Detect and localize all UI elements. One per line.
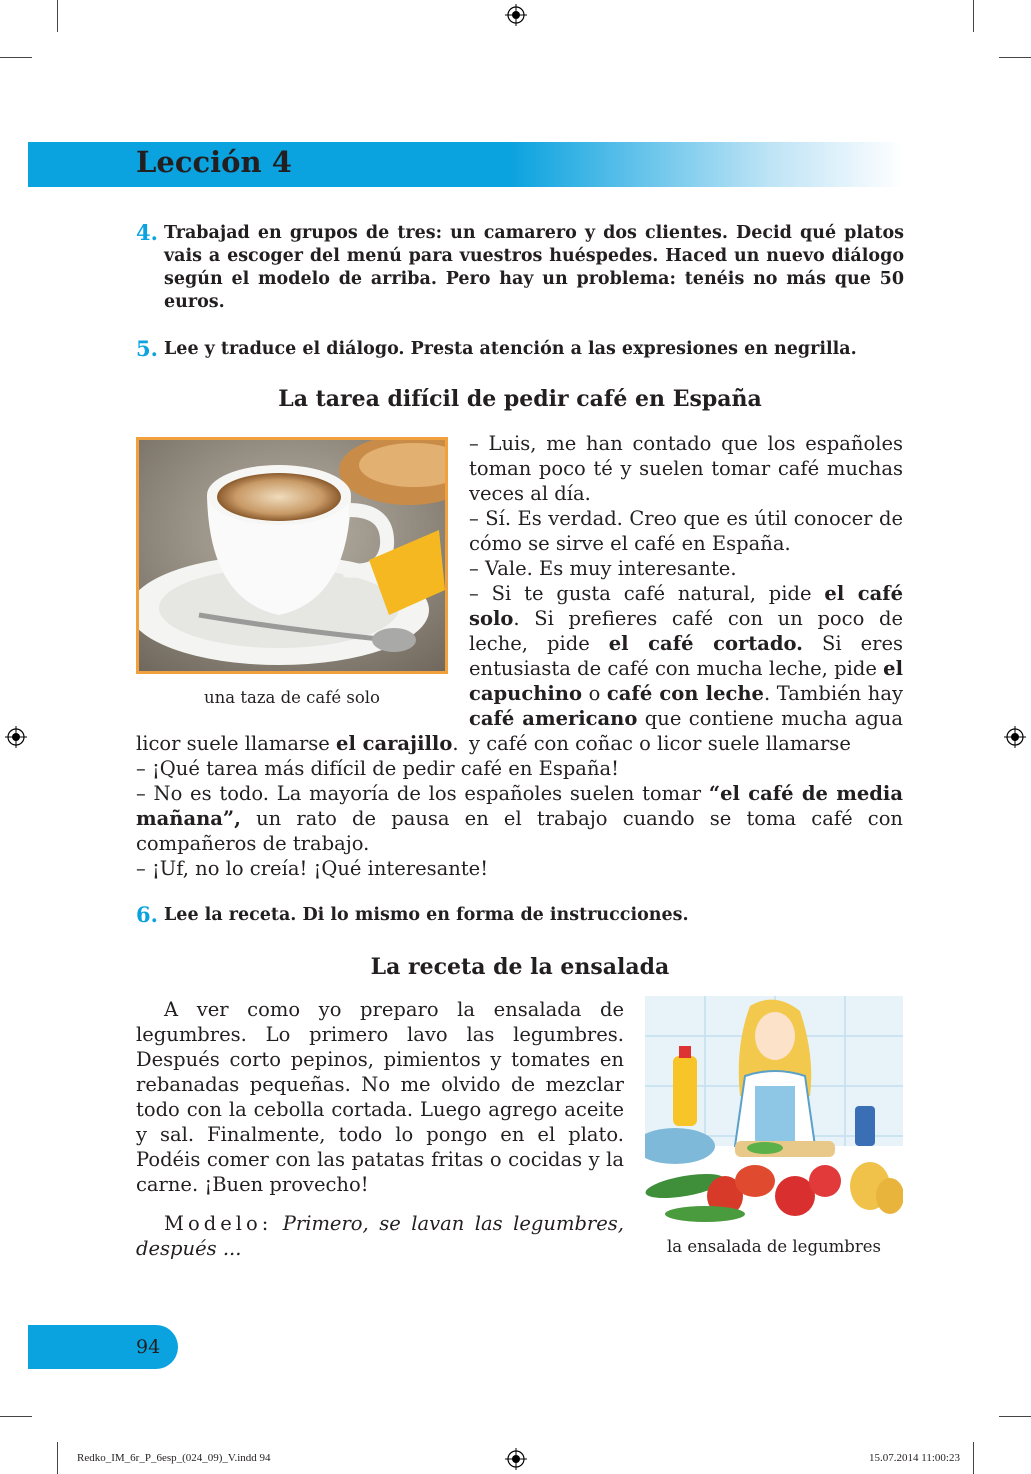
crop-mark <box>0 1416 32 1417</box>
dialogue-line: – No es todo. La mayoría de los españoles suelen tomar <box>136 782 709 805</box>
dialogue-line: – ¡Uf, no lo creía! ¡Qué interesante! <box>136 857 489 880</box>
dialogue-line: . <box>452 732 459 755</box>
photo-caption: una taza de café solo <box>204 688 380 707</box>
dialogue-line: . Si prefieres café con un poco de leche, pide <box>469 607 903 655</box>
dialogue-line: un rato de pausa en el trabajo cuando se toma café con compañeros de trabajo. <box>136 807 903 855</box>
crop-mark <box>57 1442 58 1474</box>
exercise-4 <box>136 222 904 314</box>
crop-mark <box>999 1416 1031 1417</box>
bold-expression: el café solo <box>469 582 903 630</box>
dialogue-line: Si eres entusiasta de café con mucha leche, pide <box>469 632 903 680</box>
registration-mark-icon <box>5 726 27 748</box>
model-text: Primero, se lavan las legumbres, después ... <box>136 1212 624 1260</box>
exercise-number: 5. <box>136 336 158 361</box>
dialogue-line: – Luis, me han contado que los españoles toman poco té y suelen tomar café muchas veces al día. <box>469 432 903 505</box>
crop-mark <box>57 0 58 32</box>
dialogue-line: – Si te gusta café natural, pide <box>469 582 825 605</box>
bold-expression: café con leche <box>606 682 764 705</box>
crop-mark <box>0 57 32 58</box>
bold-expression: el capuchino <box>469 657 903 705</box>
exercise-5 <box>136 338 904 361</box>
registration-mark-icon <box>505 1448 527 1470</box>
registration-mark-icon <box>1004 726 1026 748</box>
dialogue-title: La tarea difícil de pedir café en España <box>278 386 762 412</box>
exercise-number: 6. <box>136 902 158 927</box>
exercise-instruction: Trabajad en grupos de tres: un camarero y dos clientes. Decid qué platos vais a escoger del menú para vuestros huéspedes. Haced un nuevo diálogo según el modelo de arriba. Pero hay un problema: tenéis no más que 50 euros. <box>164 223 904 312</box>
recipe-text: A ver como yo preparo la ensalada de legumbres. Lo primero lavo las legumbres. Después corto pepinos, pimientos y tomates en rebanadas pequeñas. No me olvido de mezclar todo con la cebolla cortada. Luego agrego aceite y sal. Finalmente, todo lo pongo en el plato. Podéis comer con las patatas fritas o cocidas y la carne. ¡Buen provecho! <box>136 998 624 1196</box>
coffee-cup-icon <box>139 440 445 671</box>
footer-filename: Redko_IM_6r_P_6esp_(024_09)_V.indd 94 <box>77 1452 271 1464</box>
model-label: Modelo: <box>164 1212 273 1235</box>
exercise-number: 4. <box>136 220 158 245</box>
coffee-cup-photo <box>136 437 448 674</box>
lesson-title: Lección 4 <box>136 145 292 179</box>
dialogue-line: que contiene mucha agua y café con coñac o licor suele llamarse <box>469 707 903 755</box>
bold-expression: “el café de media mañana”, <box>136 782 903 830</box>
crop-mark <box>999 57 1031 58</box>
recipe-model <box>136 1211 624 1261</box>
exercise-6 <box>136 904 904 927</box>
bold-expression: el café cortado. <box>608 632 803 655</box>
page-number: 94 <box>136 1336 161 1358</box>
footer-datetime: 15.07.2014 11:00:23 <box>869 1452 960 1464</box>
bold-expression: café americano <box>469 707 638 730</box>
salad-illustration-icon <box>645 996 903 1228</box>
exercise-instruction: Lee la receta. Di lo mismo en forma de instrucciones. <box>164 905 689 925</box>
dialogue-text <box>469 431 903 756</box>
crop-mark <box>973 0 974 32</box>
registration-mark-icon <box>505 4 527 26</box>
illustration-caption: la ensalada de legumbres <box>667 1237 881 1256</box>
bold-expression: el carajillo <box>336 732 453 755</box>
dialogue-line: – Vale. Es muy interesante. <box>469 557 737 580</box>
dialogue-line: – ¡Qué tarea más difícil de pedir café en España! <box>136 757 619 780</box>
dialogue-line: – Sí. Es verdad. Creo que es útil conocer de cómo se sirve el café en España. <box>469 507 903 555</box>
dialogue-line: licor suele llamarse <box>136 732 337 755</box>
exercise-instruction: Lee y traduce el diálogo. Presta atención a las expresiones en negrilla. <box>164 339 857 359</box>
dialogue-line: . También hay <box>763 682 903 705</box>
crop-mark <box>973 1442 974 1474</box>
dialogue-text-continued <box>136 731 903 881</box>
dialogue-line: o <box>581 682 607 705</box>
recipe-title: La receta de la ensalada <box>370 954 670 980</box>
